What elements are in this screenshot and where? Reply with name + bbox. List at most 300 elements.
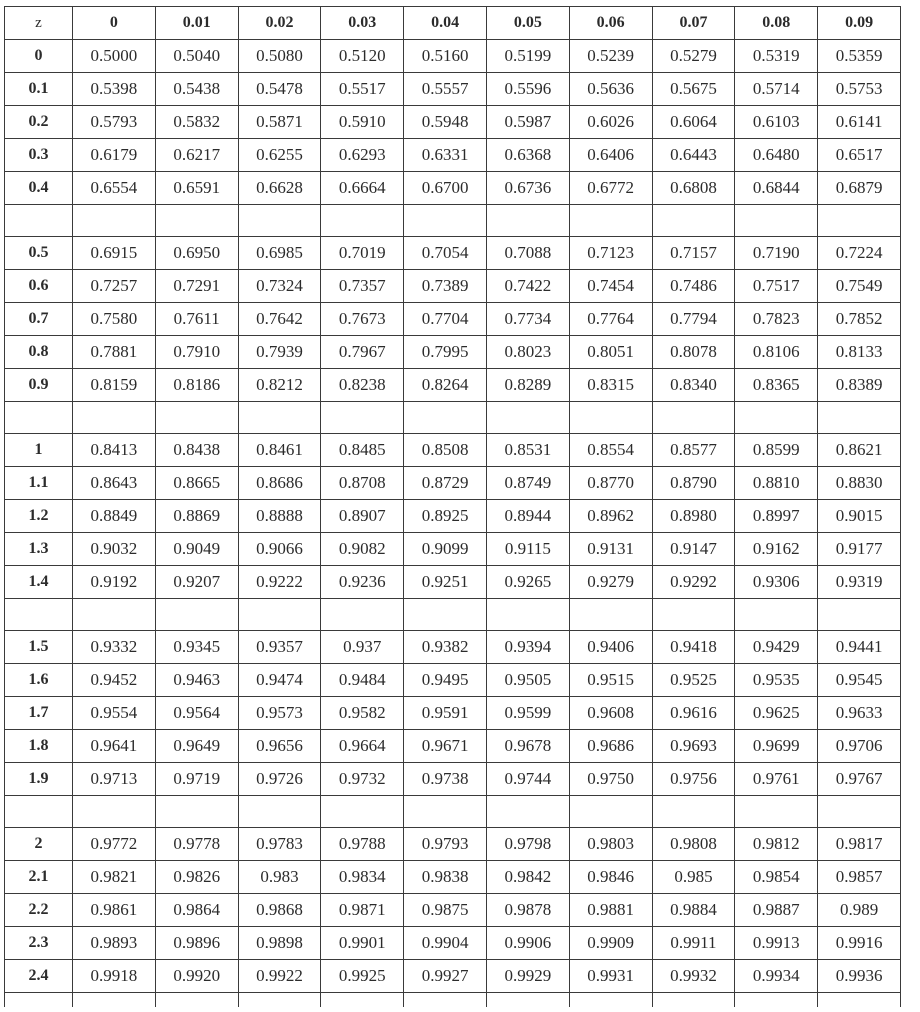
probability-cell: 0.9909 [569,927,652,960]
probability-cell: 0.8023 [486,336,569,369]
empty-cell [652,402,735,434]
probability-cell: 0.9927 [404,960,487,993]
probability-cell: 0.9545 [818,664,901,697]
probability-cell: 0.9608 [569,697,652,730]
probability-cell: 0.8980 [652,500,735,533]
probability-cell: 0.5160 [404,40,487,73]
probability-cell: 0.9678 [486,730,569,763]
probability-cell: 0.9015 [818,500,901,533]
probability-cell: 0.7764 [569,303,652,336]
probability-cell: 0.8365 [735,369,818,402]
probability-cell: 0.6026 [569,106,652,139]
probability-cell: 0.8438 [155,434,238,467]
empty-cell [321,402,404,434]
probability-cell: 0.9251 [404,566,487,599]
table-row [5,763,901,796]
table-row [5,960,901,993]
probability-cell: 0.8686 [238,467,321,500]
probability-cell: 0.9936 [818,960,901,993]
empty-cell [238,993,321,1008]
z-value-cell: 0.2 [5,106,73,139]
probability-cell: 0.5596 [486,73,569,106]
z-value-cell: 2.2 [5,894,73,927]
probability-cell: 0.9625 [735,697,818,730]
probability-cell: 0.8888 [238,500,321,533]
probability-cell: 0.9599 [486,697,569,730]
empty-cell [5,599,73,631]
probability-cell: 0.9808 [652,828,735,861]
empty-cell [818,599,901,631]
probability-cell: 0.5832 [155,106,238,139]
column-header: 0 [73,7,156,40]
z-value-cell: 0.1 [5,73,73,106]
empty-cell [652,993,735,1008]
probability-cell: 0.9857 [818,861,901,894]
probability-cell: 0.9463 [155,664,238,697]
empty-cell [238,205,321,237]
z-value-cell: 0 [5,40,73,73]
z-value-cell: 1.1 [5,467,73,500]
probability-cell: 0.9916 [818,927,901,960]
probability-cell: 0.7611 [155,303,238,336]
probability-cell: 0.9573 [238,697,321,730]
probability-cell: 0.6879 [818,172,901,205]
probability-cell: 0.6664 [321,172,404,205]
probability-cell: 0.8665 [155,467,238,500]
probability-cell: 0.6255 [238,139,321,172]
z-value-cell: 0.5 [5,237,73,270]
probability-cell: 0.9817 [818,828,901,861]
probability-cell: 0.9929 [486,960,569,993]
probability-cell: 0.9913 [735,927,818,960]
table-row [5,467,901,500]
empty-cell [486,993,569,1008]
probability-cell: 0.9861 [73,894,156,927]
z-value-cell: 1.9 [5,763,73,796]
probability-cell: 0.8907 [321,500,404,533]
table-row [5,566,901,599]
empty-cell [569,205,652,237]
probability-cell: 0.8289 [486,369,569,402]
probability-cell: 0.7088 [486,237,569,270]
probability-cell: 0.7291 [155,270,238,303]
empty-cell [73,796,156,828]
probability-cell: 0.6591 [155,172,238,205]
probability-cell: 0.983 [238,861,321,894]
probability-cell: 0.5000 [73,40,156,73]
probability-cell: 0.7157 [652,237,735,270]
probability-cell: 0.8389 [818,369,901,402]
probability-cell: 0.7549 [818,270,901,303]
empty-cell [5,796,73,828]
empty-cell [569,402,652,434]
probability-cell: 0.9115 [486,533,569,566]
probability-cell: 0.9515 [569,664,652,697]
table-row [5,434,901,467]
probability-cell: 0.5948 [404,106,487,139]
probability-cell: 0.9932 [652,960,735,993]
probability-cell: 0.9495 [404,664,487,697]
probability-cell: 0.6406 [569,139,652,172]
probability-cell: 0.6293 [321,139,404,172]
probability-cell: 0.8830 [818,467,901,500]
empty-cell [486,796,569,828]
probability-cell: 0.6443 [652,139,735,172]
probability-cell: 0.8997 [735,500,818,533]
probability-cell: 0.5478 [238,73,321,106]
table-row [5,237,901,270]
probability-cell: 0.9564 [155,697,238,730]
probability-cell: 0.9706 [818,730,901,763]
group-spacer-row [5,796,901,828]
probability-cell: 0.8461 [238,434,321,467]
probability-cell: 0.7881 [73,336,156,369]
probability-cell: 0.9474 [238,664,321,697]
probability-cell: 0.7517 [735,270,818,303]
probability-cell: 0.7357 [321,270,404,303]
probability-cell: 0.5120 [321,40,404,73]
empty-cell [486,402,569,434]
probability-cell: 0.9147 [652,533,735,566]
probability-cell: 0.9750 [569,763,652,796]
probability-cell: 0.5636 [569,73,652,106]
table-row [5,828,901,861]
probability-cell: 0.8238 [321,369,404,402]
empty-cell [73,402,156,434]
probability-cell: 0.7852 [818,303,901,336]
probability-cell: 0.9798 [486,828,569,861]
table-row [5,73,901,106]
empty-cell [155,599,238,631]
probability-cell: 0.9834 [321,861,404,894]
probability-cell: 0.5040 [155,40,238,73]
probability-cell: 0.5793 [73,106,156,139]
group-spacer-row [5,599,901,631]
probability-cell: 0.9738 [404,763,487,796]
table-row [5,369,901,402]
probability-cell: 0.6700 [404,172,487,205]
probability-cell: 0.9812 [735,828,818,861]
probability-cell: 0.7190 [735,237,818,270]
probability-cell: 0.8264 [404,369,487,402]
table-body [5,40,901,1008]
probability-cell: 0.6808 [652,172,735,205]
probability-cell: 0.9049 [155,533,238,566]
table-row [5,631,901,664]
table-row [5,533,901,566]
probability-cell: 0.5910 [321,106,404,139]
probability-cell: 0.7224 [818,237,901,270]
probability-cell: 0.8708 [321,467,404,500]
probability-cell: 0.5199 [486,40,569,73]
table-row [5,861,901,894]
probability-cell: 0.9591 [404,697,487,730]
probability-cell: 0.9826 [155,861,238,894]
empty-cell [321,205,404,237]
probability-cell: 0.6103 [735,106,818,139]
probability-cell: 0.6736 [486,172,569,205]
probability-cell: 0.8485 [321,434,404,467]
probability-cell: 0.9783 [238,828,321,861]
probability-cell: 0.9767 [818,763,901,796]
probability-cell: 0.7257 [73,270,156,303]
probability-cell: 0.8643 [73,467,156,500]
header-row [5,7,901,40]
probability-cell: 0.7734 [486,303,569,336]
probability-cell: 0.9345 [155,631,238,664]
probability-cell: 0.8508 [404,434,487,467]
empty-cell [321,993,404,1008]
probability-cell: 0.7486 [652,270,735,303]
probability-cell: 0.9918 [73,960,156,993]
empty-cell [155,402,238,434]
empty-cell [404,599,487,631]
table-row [5,172,901,205]
probability-cell: 0.9633 [818,697,901,730]
column-header: 0.09 [818,7,901,40]
probability-cell: 0.9846 [569,861,652,894]
table-row [5,40,901,73]
probability-cell: 0.9842 [486,861,569,894]
probability-cell: 0.8810 [735,467,818,500]
z-value-cell: 1.8 [5,730,73,763]
z-value-cell: 0.9 [5,369,73,402]
probability-cell: 0.9713 [73,763,156,796]
probability-cell: 0.8790 [652,467,735,500]
z-value-cell: 1.7 [5,697,73,730]
probability-cell: 0.8925 [404,500,487,533]
probability-cell: 0.8869 [155,500,238,533]
probability-cell: 0.9925 [321,960,404,993]
probability-cell: 0.9893 [73,927,156,960]
empty-cell [652,599,735,631]
empty-cell [735,205,818,237]
probability-cell: 0.5438 [155,73,238,106]
empty-cell [486,599,569,631]
probability-cell: 0.8212 [238,369,321,402]
probability-cell: 0.8413 [73,434,156,467]
probability-cell: 0.9904 [404,927,487,960]
empty-cell [238,796,321,828]
probability-cell: 0.9868 [238,894,321,927]
table-row [5,730,901,763]
probability-cell: 0.8577 [652,434,735,467]
probability-cell: 0.9878 [486,894,569,927]
probability-cell: 0.9686 [569,730,652,763]
empty-cell [569,599,652,631]
empty-cell [652,205,735,237]
column-header: 0.05 [486,7,569,40]
probability-cell: 0.6950 [155,237,238,270]
empty-cell [73,205,156,237]
probability-cell: 0.9406 [569,631,652,664]
probability-cell: 0.937 [321,631,404,664]
table-trailing-row [5,993,901,1008]
group-spacer-row [5,205,901,237]
probability-cell: 0.9582 [321,697,404,730]
probability-cell: 0.9222 [238,566,321,599]
table-row [5,500,901,533]
empty-cell [5,205,73,237]
probability-cell: 0.5557 [404,73,487,106]
probability-cell: 0.6064 [652,106,735,139]
probability-cell: 0.9744 [486,763,569,796]
empty-cell [404,402,487,434]
probability-cell: 0.6517 [818,139,901,172]
probability-cell: 0.9441 [818,631,901,664]
column-header: 0.01 [155,7,238,40]
probability-cell: 0.9452 [73,664,156,697]
z-table [4,6,901,1007]
probability-cell: 0.9649 [155,730,238,763]
probability-cell: 0.8106 [735,336,818,369]
probability-cell: 0.5871 [238,106,321,139]
probability-cell: 0.9418 [652,631,735,664]
empty-cell [569,993,652,1008]
probability-cell: 0.6985 [238,237,321,270]
column-header: 0.08 [735,7,818,40]
empty-cell [735,796,818,828]
table-row [5,697,901,730]
probability-cell: 0.9875 [404,894,487,927]
probability-cell: 0.9854 [735,861,818,894]
probability-cell: 0.5239 [569,40,652,73]
table-row [5,139,901,172]
probability-cell: 0.9884 [652,894,735,927]
probability-cell: 0.9931 [569,960,652,993]
probability-cell: 0.7580 [73,303,156,336]
probability-cell: 0.9719 [155,763,238,796]
probability-cell: 0.9756 [652,763,735,796]
probability-cell: 0.9525 [652,664,735,697]
probability-cell: 0.9319 [818,566,901,599]
empty-cell [569,796,652,828]
probability-cell: 0.985 [652,861,735,894]
z-value-cell: 0.8 [5,336,73,369]
probability-cell: 0.7019 [321,237,404,270]
column-header: 0.02 [238,7,321,40]
z-value-cell: 0.4 [5,172,73,205]
table-row [5,336,901,369]
probability-cell: 0.5080 [238,40,321,73]
probability-cell: 0.6217 [155,139,238,172]
z-value-cell: 1.6 [5,664,73,697]
empty-cell [5,402,73,434]
empty-cell [735,993,818,1008]
probability-cell: 0.9032 [73,533,156,566]
empty-cell [238,599,321,631]
probability-cell: 0.9484 [321,664,404,697]
probability-cell: 0.9772 [73,828,156,861]
empty-cell [818,205,901,237]
probability-cell: 0.6368 [486,139,569,172]
probability-cell: 0.8133 [818,336,901,369]
probability-cell: 0.8531 [486,434,569,467]
z-value-cell: 2.3 [5,927,73,960]
probability-cell: 0.9906 [486,927,569,960]
probability-cell: 0.6772 [569,172,652,205]
probability-cell: 0.9761 [735,763,818,796]
probability-cell: 0.9778 [155,828,238,861]
empty-cell [155,796,238,828]
z-value-cell: 2.1 [5,861,73,894]
empty-cell [818,993,901,1008]
probability-cell: 0.9898 [238,927,321,960]
probability-cell: 0.5517 [321,73,404,106]
empty-cell [404,205,487,237]
table-row [5,664,901,697]
probability-cell: 0.8340 [652,369,735,402]
empty-cell [155,993,238,1008]
probability-cell: 0.9901 [321,927,404,960]
probability-cell: 0.9641 [73,730,156,763]
probability-cell: 0.5319 [735,40,818,73]
probability-cell: 0.8849 [73,500,156,533]
probability-cell: 0.5675 [652,73,735,106]
probability-cell: 0.8962 [569,500,652,533]
table-row [5,303,901,336]
probability-cell: 0.9382 [404,631,487,664]
probability-cell: 0.9671 [404,730,487,763]
column-header: 0.07 [652,7,735,40]
probability-cell: 0.8729 [404,467,487,500]
z-value-cell: 0.6 [5,270,73,303]
probability-cell: 0.6141 [818,106,901,139]
probability-cell: 0.9394 [486,631,569,664]
probability-cell: 0.9896 [155,927,238,960]
probability-cell: 0.6179 [73,139,156,172]
probability-cell: 0.5987 [486,106,569,139]
z-value-cell: 2.4 [5,960,73,993]
probability-cell: 0.9236 [321,566,404,599]
probability-cell: 0.989 [818,894,901,927]
z-value-cell: 0.7 [5,303,73,336]
empty-cell [5,993,73,1008]
probability-cell: 0.9082 [321,533,404,566]
probability-cell: 0.5359 [818,40,901,73]
probability-cell: 0.9699 [735,730,818,763]
probability-cell: 0.9922 [238,960,321,993]
probability-cell: 0.8159 [73,369,156,402]
probability-cell: 0.9505 [486,664,569,697]
probability-cell: 0.9664 [321,730,404,763]
probability-cell: 0.7123 [569,237,652,270]
probability-cell: 0.9292 [652,566,735,599]
probability-cell: 0.7910 [155,336,238,369]
probability-cell: 0.9838 [404,861,487,894]
probability-cell: 0.8186 [155,369,238,402]
probability-cell: 0.7454 [569,270,652,303]
probability-cell: 0.9554 [73,697,156,730]
probability-cell: 0.6554 [73,172,156,205]
empty-cell [735,402,818,434]
probability-cell: 0.6915 [73,237,156,270]
empty-cell [735,599,818,631]
probability-cell: 0.9066 [238,533,321,566]
probability-cell: 0.9265 [486,566,569,599]
probability-cell: 0.7967 [321,336,404,369]
empty-cell [818,402,901,434]
probability-cell: 0.5714 [735,73,818,106]
probability-cell: 0.9864 [155,894,238,927]
empty-cell [652,796,735,828]
probability-cell: 0.8944 [486,500,569,533]
probability-cell: 0.9535 [735,664,818,697]
probability-cell: 0.9693 [652,730,735,763]
probability-cell: 0.9793 [404,828,487,861]
empty-cell [73,993,156,1008]
probability-cell: 0.5753 [818,73,901,106]
